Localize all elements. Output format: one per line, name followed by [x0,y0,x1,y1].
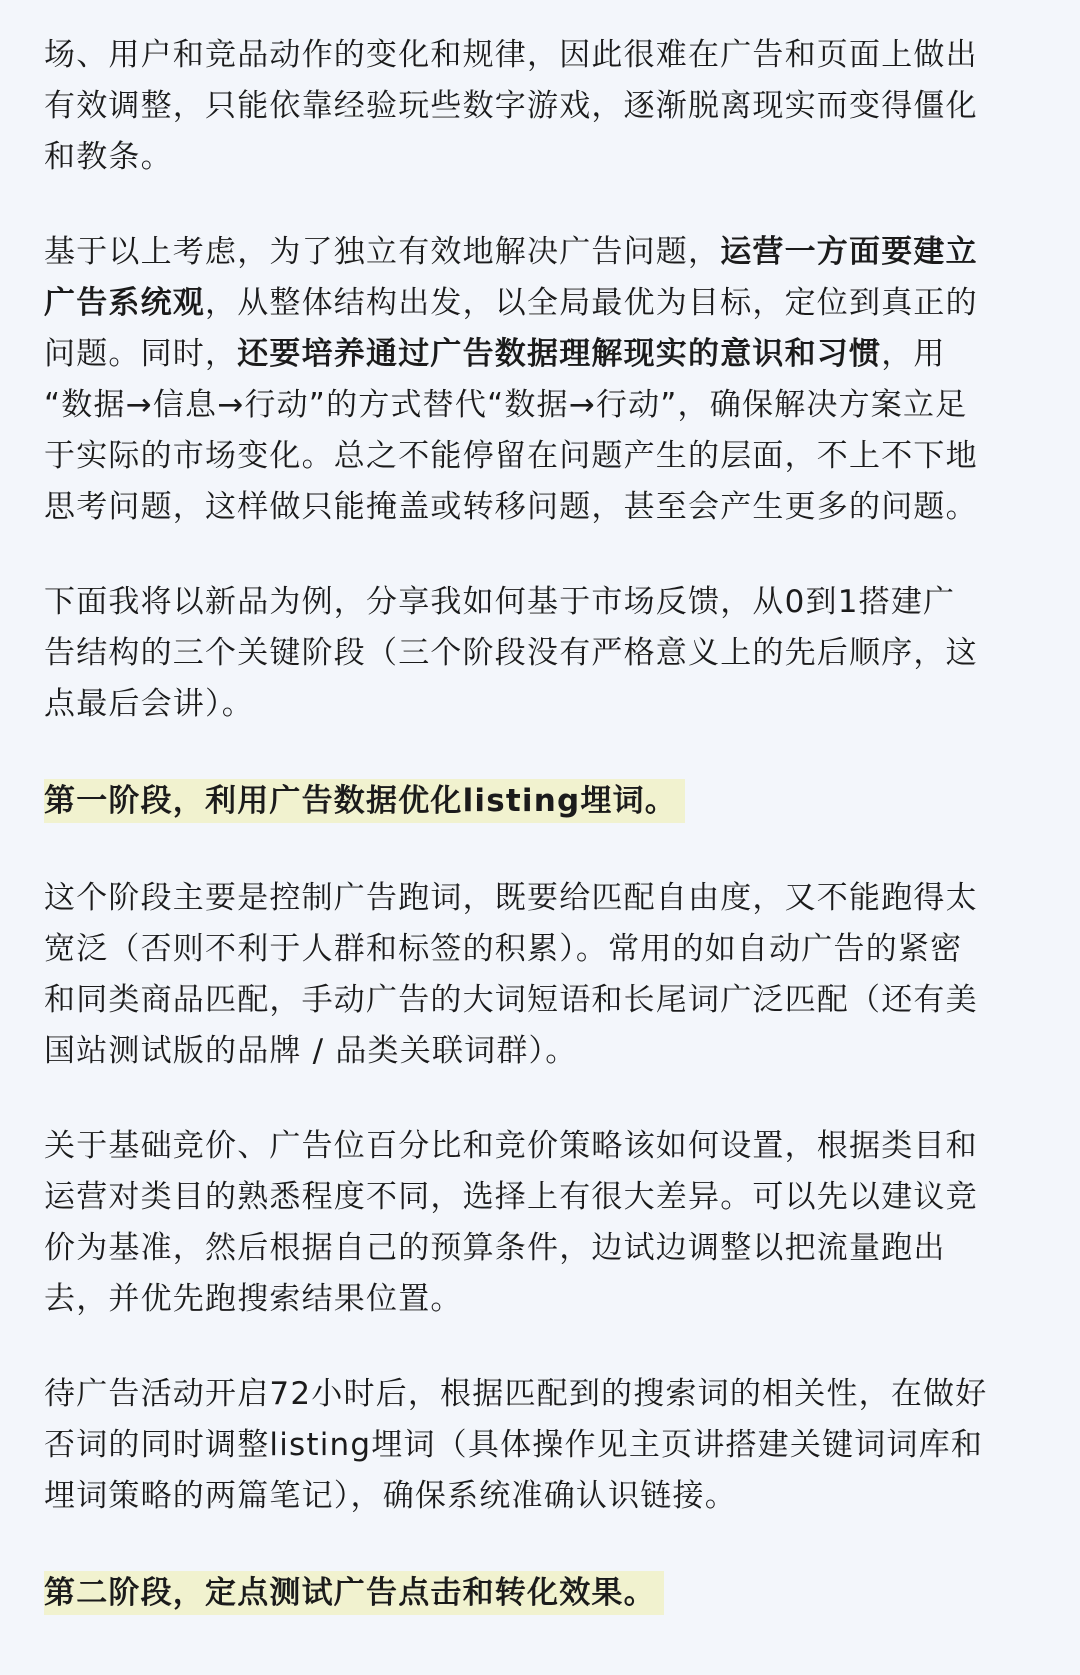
text-run: 基于以上考虑，为了独立有效地解决广告问题， [44,234,721,270]
text-line: 去，并优先跑搜索结果位置。 [44,1281,463,1317]
text-line: 宽泛（否则不利于人群和标签的积累）。常用的如自动广告的紧密 [44,931,963,967]
paragraph-gap [44,1077,1036,1121]
text-line: 否词的同时调整listing埋词（具体操作见主页讲搭建关键词词库和 [44,1427,984,1463]
paragraph-gap [44,827,1036,873]
paragraph-gap [44,1522,1036,1568]
text-line [44,329,1036,380]
paragraph-stage-one-match [44,873,1036,1077]
paragraph-gap [44,730,1036,776]
text-line: 待广告活动开启72小时后，根据匹配到的搜索词的相关性，在做好 [44,1376,988,1412]
paragraph-gap [44,1325,1036,1369]
text-line [44,278,1036,329]
text-line: 告结构的三个关键阶段（三个阶段没有严格意义上的先后顺序，这 [44,635,978,671]
paragraph-gap [44,183,1036,227]
stage-two-heading [44,1568,1036,1619]
text-line: 和教条。 [44,139,173,175]
paragraph-system-view [44,227,1036,533]
text-line: 有效调整，只能依靠经验玩些数字游戏，逐渐脱离现实而变得僵化 [44,88,978,124]
text-line: 点最后会讲）。 [44,686,254,722]
text-line: 价为基准，然后根据自己的预算条件，边试边调整以把流量跑出 [44,1230,946,1266]
stage-one-heading [44,776,1036,827]
text-line [44,227,1036,278]
text-run: 问题。同时， [44,336,238,372]
emphasis-text: 还要培养通过广告数据理解现实的意识和习惯 [237,336,882,372]
highlighted-heading: 第二阶段，定点测试广告点击和转化效果。 [44,1571,664,1615]
text-line: 这个阶段主要是控制广告跑词，既要给匹配自由度，又不能跑得太 [44,880,978,916]
emphasis-text: 运营一方面要建立 [720,234,978,270]
text-line: 于实际的市场变化。总之不能停留在问题产生的层面，不上不下地 [44,438,978,474]
text-line: 运营对类目的熟悉程度不同，选择上有很大差异。可以先以建议竞 [44,1179,978,1215]
text-line: 埋词策略的两篇笔记），确保系统准确认识链接。 [44,1478,737,1514]
text-line: 思考问题，这样做只能掩盖或转移问题，甚至会产生更多的问题。 [44,489,978,525]
paragraph-intro-continued [44,30,1036,183]
text-line: 下面我将以新品为例，分享我如何基于市场反馈，从0到1搭建广 [44,584,956,620]
paragraph-three-stages-intro [44,577,1036,730]
emphasis-text: 广告系统观 [44,285,205,321]
text-run: ，从整体结构出发，以全局最优为目标，定位到真正的 [205,285,978,321]
paragraph-bidding [44,1121,1036,1325]
text-line: “数据→信息→行动”的方式替代“数据→行动”，确保解决方案立足 [44,387,968,423]
highlighted-heading: 第一阶段，利用广告数据优化listing埋词。 [44,779,685,823]
paragraph-72-hours [44,1369,1036,1522]
paragraph-gap [44,533,1036,577]
text-line: 场、用户和竞品动作的变化和规律，因此很难在广告和页面上做出 [44,37,978,73]
text-line: 关于基础竞价、广告位百分比和竞价策略该如何设置，根据类目和 [44,1128,978,1164]
text-line: 和同类商品匹配，手动广告的大词短语和长尾词广泛匹配（还有美 [44,982,978,1018]
text-line: 国站测试版的品牌 / 品类关联词群）。 [44,1033,578,1069]
text-run: ，用 [881,336,946,372]
